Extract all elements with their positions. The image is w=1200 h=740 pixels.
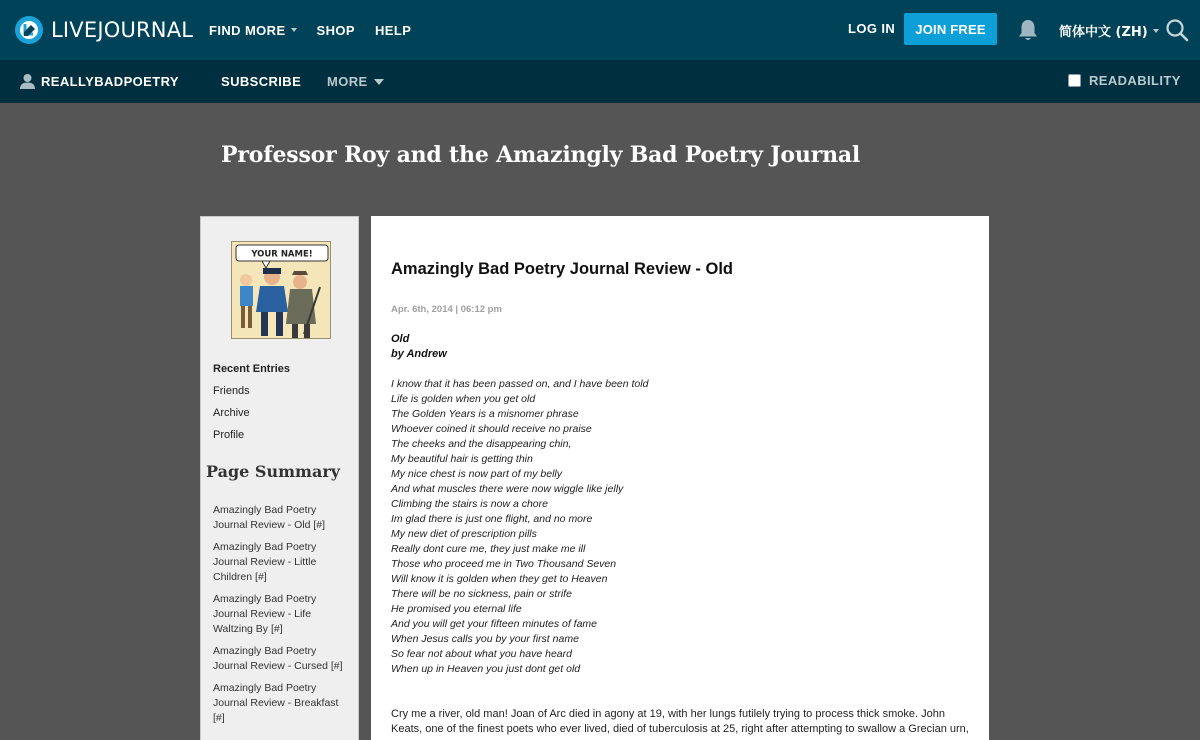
sidebar-item-profile[interactable]: Profile	[213, 429, 245, 441]
more-menu[interactable]	[327, 74, 384, 89]
livejournal-logo-icon	[14, 15, 44, 45]
poem-line: So fear not about what you have heard	[391, 648, 572, 660]
chevron-down-icon	[291, 28, 297, 32]
sidebar-item-recent-entries[interactable]: Recent Entries	[213, 363, 291, 375]
poem-line: Climbing the stairs is now a chore	[391, 498, 548, 510]
journal-username: REALLYBADPOETRY	[41, 73, 179, 89]
summary-item[interactable]: Amazingly Bad Poetry Journal Review - Breakfast [#]	[213, 682, 339, 724]
poem-line: Will know it is golden when they get to Heaven	[391, 573, 608, 585]
summary-item[interactable]: Amazingly Bad Poetry Journal Review - Old [#]	[213, 504, 326, 531]
page-summary-list	[213, 503, 353, 733]
bell-icon[interactable]	[1017, 18, 1039, 42]
poem-author: by Andrew	[391, 348, 447, 360]
poem-body	[391, 377, 648, 677]
sidebar-item-friends[interactable]: Friends	[213, 385, 250, 397]
language-label: 简体中文 (ZH)	[1059, 25, 1148, 40]
entry-title[interactable]: Amazingly Bad Poetry Journal Review - Old	[391, 260, 733, 278]
nav-shop-label: SHOP	[316, 22, 355, 38]
poem-line: He promised you eternal life	[391, 603, 522, 615]
entry-date[interactable]: Apr. 6th, 2014 | 06:12 pm	[391, 304, 502, 315]
more-label: MORE	[327, 74, 368, 89]
summary-item[interactable]: Amazingly Bad Poetry Journal Review - Cursed [#]	[213, 645, 343, 672]
poem-line: I know that it has been passed on, and I have been told	[391, 378, 649, 390]
poem-line: The cheeks and the disappearing chin,	[391, 438, 572, 450]
poem-line: When Jesus calls you by your first name	[391, 633, 579, 645]
nav-find-more[interactable]	[209, 23, 297, 38]
join-free-button[interactable]: JOIN FREE	[904, 13, 997, 45]
main-nav	[209, 0, 431, 60]
user-icon	[20, 73, 35, 89]
poem-line: And what muscles there were now wiggle like jelly	[391, 483, 624, 495]
language-selector[interactable]	[1059, 21, 1159, 40]
subscribe-button[interactable]: SUBSCRIBE	[221, 74, 302, 89]
poem-line: Life is golden when you get old	[391, 393, 536, 405]
logo-text: LIVEJOURNAL	[51, 18, 194, 42]
chevron-down-icon	[374, 79, 384, 85]
poem-title: Old	[391, 333, 410, 345]
readability-toggle[interactable]	[1068, 73, 1181, 88]
journal-bar	[0, 60, 1200, 103]
poem-line: My beautiful hair is getting thin	[391, 453, 533, 465]
nav-help[interactable]	[375, 23, 411, 38]
journal-user-link[interactable]	[20, 73, 179, 89]
entry-panel	[371, 216, 989, 740]
livejournal-logo[interactable]	[14, 14, 193, 46]
summary-item[interactable]: Amazingly Bad Poetry Journal Review - Little Children [#]	[213, 541, 317, 583]
nav-find-more-label: FIND MORE	[209, 22, 286, 38]
nav-help-label: HELP	[375, 22, 412, 38]
sidebar-links	[213, 363, 290, 451]
poem-line: The Golden Years is a misnomer phrase	[391, 408, 579, 420]
userpic[interactable]	[231, 241, 331, 339]
summary-item[interactable]: Amazingly Bad Poetry Journal Review - Life Waltzing By [#]	[213, 593, 317, 635]
login-link[interactable]: LOG IN	[848, 21, 896, 36]
nav-shop[interactable]	[317, 23, 355, 38]
poem-line: Whoever coined it should receive no praise	[391, 423, 592, 435]
sidebar	[200, 216, 359, 740]
top-nav-bar	[0, 0, 1200, 60]
journal-title[interactable]: Professor Roy and the Amazingly Bad Poetry Journal	[221, 142, 861, 168]
userpic-caption: YOUR NAME!	[251, 249, 313, 260]
poem-line: And you will get your fifteen minutes of fame	[391, 618, 598, 630]
readability-checkbox[interactable]	[1068, 74, 1081, 87]
userpic-image	[232, 242, 331, 339]
entry-prose: Cry me a river, old man! Joan of Arc died in agony at 19, with her lungs futilely trying to process thick smoke. John Keats, one of the finest poets who ever lived, died of tuberculosis at 25, right after attempting to swallow a Grecian urn,	[391, 708, 969, 735]
readability-label: READABILITY	[1089, 73, 1181, 88]
search-icon[interactable]	[1165, 18, 1189, 42]
poem-heading	[391, 332, 447, 362]
poem-line: My nice chest is now part of my belly	[391, 468, 562, 480]
poem-line: When up in Heaven you just dont get old	[391, 663, 581, 675]
poem-line: My new diet of prescription pills	[391, 528, 537, 540]
sidebar-item-archive[interactable]: Archive	[213, 407, 250, 419]
poem-line: Those who proceed me in Two Thousand Seven	[391, 558, 617, 570]
poem-line: Really dont cure me, they just make me ill	[391, 543, 586, 555]
page-summary-heading: Page Summary	[206, 462, 341, 481]
poem-line: Im glad there is just one flight, and no more	[391, 513, 593, 525]
chevron-down-icon	[1153, 29, 1159, 33]
poem-line: There will be no sickness, pain or strife	[391, 588, 572, 600]
